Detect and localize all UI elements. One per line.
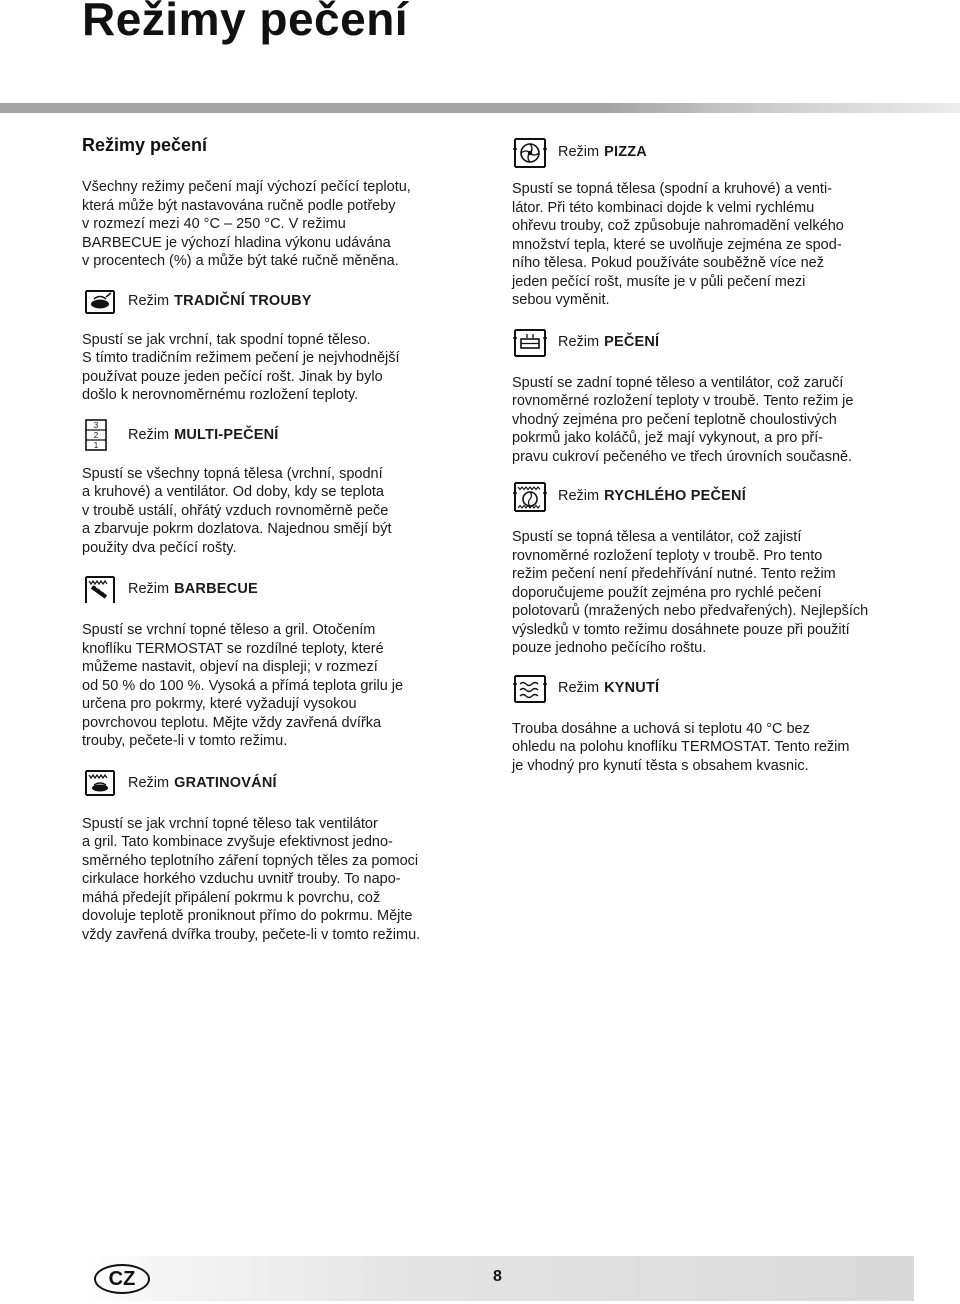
mode-text-line: Spustí se všechny topná tělesa (vrchní, spodní — [82, 465, 383, 482]
mode-name: BARBECUE — [174, 581, 258, 597]
mode-text-line: ohřevu trouby, což způsobuje nahromadění velkého — [512, 218, 844, 234]
mode-prefix: Režim — [128, 426, 170, 443]
fast-cooking-icon — [512, 478, 548, 514]
mode-prefix: Režim — [558, 333, 600, 350]
mode-name: RYCHLÉHO PEČENÍ — [604, 488, 746, 504]
mode-text-line: Spustí se jak vrchní, tak spodní topné těleso. — [82, 331, 371, 348]
mode-text-line: dovoluje teplotě proniknout přímo do pokrmu. Mějte — [82, 908, 413, 924]
page-title: Režimy pečení — [82, 0, 409, 45]
mode-name: TRADIČNÍ TROUBY — [174, 292, 312, 309]
mode-text-line: vhodný zejména pro pečení teplotně choulostivých — [512, 411, 837, 428]
mode-text-line: rovnoměrné rozložení teploty v troubě. Tento režim je — [512, 393, 854, 409]
mode-text-line: ohledu na polohu knoflíku TERMOSTAT. Tento režim — [512, 739, 850, 755]
level-digit-1: 1 — [93, 440, 99, 450]
intro-line: která může být nastavována ručně podle potřeby — [82, 197, 396, 214]
mode-text-line: pouze jednoho pečícího roštu. — [512, 640, 707, 656]
mode-text-line: a zbarvuje pokrm dozlatova. Najednou smějí být — [82, 521, 392, 537]
mode-text-line: jeden pečící rošt, musíte je v půli pečení mezi — [512, 273, 806, 290]
mode-text-line: doporučujeme použít zejména pro rychlé pečení — [512, 584, 822, 601]
gratin-icon — [82, 765, 118, 801]
mode-text-line: látor. Při této kombinaci dojde k velmi rychlému — [512, 199, 815, 216]
title-divider-bar — [0, 103, 960, 113]
traditional-oven-icon — [82, 283, 118, 319]
multi-level-icon — [82, 417, 118, 453]
mode-text-line: Spustí se vrchní topné těleso a gril. Otočením — [82, 622, 376, 638]
mode-text-line: Spustí se jak vrchní topné těleso tak ventilátor — [82, 815, 378, 832]
mode-multi — [82, 415, 482, 455]
mode-name: PIZZA — [604, 144, 647, 160]
mode-text-line: Spustí se topná tělesa (spodní a kruhové) a venti- — [512, 181, 832, 197]
mode-text-line: množství tepla, které se uvolňuje zejména ze spod- — [512, 236, 842, 253]
page-number: 8 — [493, 1268, 502, 1285]
mode-text-line: pokrmů jako koláčů, jež mají vykynout, a pro pří- — [512, 430, 824, 446]
level-digit-2: 2 — [93, 430, 99, 440]
level-digit-3: 3 — [93, 420, 99, 430]
mode-text-line: S tímto tradičním režimem pečení je nejvhodnější — [82, 350, 400, 366]
baking-icon — [512, 324, 548, 360]
mode-text-line: trouby, pečete-li v tomto režimu. — [82, 733, 288, 749]
mode-pizza — [512, 132, 914, 172]
mode-text-line: máhá předejít připálení pokrmu k povrchu, což — [82, 889, 381, 906]
mode-text-line: vždy zavřená dvířka trouby, pečete-li v tomto režimu. — [82, 926, 421, 943]
mode-name: PEČENÍ — [604, 333, 660, 350]
mode-prefix: Režim — [128, 581, 170, 597]
country-code-badge: CZ — [94, 1264, 150, 1294]
mode-text-line: v troubě ustálí, ohřátý vzduch rovnoměrně peče — [82, 502, 389, 519]
proving-icon — [512, 670, 548, 706]
barbecue-icon — [82, 571, 118, 607]
mode-proving — [512, 668, 914, 708]
pizza-icon — [512, 134, 548, 170]
left-column — [82, 132, 482, 944]
mode-text-line: polotovarů (mražených nebo předvařených). Nejlepších — [512, 603, 869, 619]
mode-text-line: rovnoměrné rozložení teploty v troubě. Pro tento — [512, 547, 823, 564]
mode-text-line: povrchovou teplotu. Mějte vždy zavřená dvířka — [82, 714, 382, 731]
mode-prefix: Režim — [128, 292, 170, 309]
mode-text-line: směrného teplotního záření topných těles za pomoci — [82, 852, 419, 869]
mode-text-line: ního tělesa. Pokud používáte souběžně více než — [512, 255, 824, 271]
mode-text-line: a gril. Tato kombinace zvyšuje efektivnost jedno- — [82, 834, 393, 850]
mode-name: KYNUTÍ — [604, 679, 660, 696]
mode-name: MULTI-PEČENÍ — [174, 426, 279, 443]
section-heading: Režimy pečení — [82, 135, 208, 155]
mode-text-line: od 50 % do 100 %. Vysoká a přímá teplota grilu je — [82, 677, 404, 694]
mode-prefix: Režim — [558, 144, 600, 160]
mode-text-line: Spustí se zadní topné těleso a ventilátor, což zaručí — [512, 374, 844, 391]
mode-text-line: je vhodný pro kynutí těsta s obsahem kvasnic. — [512, 757, 809, 774]
right-column — [512, 132, 914, 775]
mode-traditional — [82, 281, 482, 321]
mode-barbecue — [82, 569, 482, 609]
mode-text-line: použity dva pečící rošty. — [82, 539, 237, 556]
mode-text-line: cirkulace horkého vzduchu uvnitř trouby. To napo- — [82, 871, 401, 887]
mode-baking — [512, 322, 914, 362]
mode-gratin — [82, 763, 482, 803]
mode-text-line: Spustí se topná tělesa a ventilátor, což zajistí — [512, 529, 802, 545]
mode-text-line: režim pečení není předehřívání nutné. Tento režim — [512, 566, 836, 582]
intro-line: v rozmezí mezi 40 °C – 250 °C. V režimu — [82, 216, 346, 232]
mode-text-line: pravu cukroví pečeného ve třech úrovních současně. — [512, 448, 853, 465]
mode-text-line: výsledků v tomto režimu dosáhnete pouze při použití — [512, 621, 850, 638]
mode-text-line: došlo k nerovnoměrnému rozložení teploty. — [82, 387, 359, 403]
mode-fast-cooking — [512, 476, 914, 516]
mode-prefix: Režim — [558, 488, 600, 504]
intro-line: Všechny režimy pečení mají výchozí pečící teplotu, — [82, 179, 411, 195]
mode-name: GRATINOVÁNÍ — [174, 774, 277, 791]
mode-prefix: Režim — [558, 679, 600, 696]
mode-text-line: a kruhové) a ventilátor. Od doby, kdy se teplota — [82, 484, 384, 500]
intro-line: BARBECUE je výchozí hladina výkonu udávána — [82, 234, 391, 251]
mode-text-line: můžeme nastavit, objeví na displeji; v rozmezí — [82, 659, 378, 675]
mode-prefix: Režim — [128, 774, 170, 791]
mode-text-line: určena pro pokrmy, které vyžadují vysokou — [82, 696, 357, 712]
intro-line: v procentech (%) a může být také ručně měněna. — [82, 253, 399, 269]
mode-text-line: používat pouze jeden pečící rošt. Jinak by bylo — [82, 368, 383, 385]
mode-text-line: sebou vyměnit. — [512, 292, 610, 308]
mode-text-line: Trouba dosáhne a uchová si teplotu 40 °C bez — [512, 720, 810, 737]
mode-text-line: knoflíku TERMOSTAT se rozdílné teploty, které — [82, 640, 384, 657]
